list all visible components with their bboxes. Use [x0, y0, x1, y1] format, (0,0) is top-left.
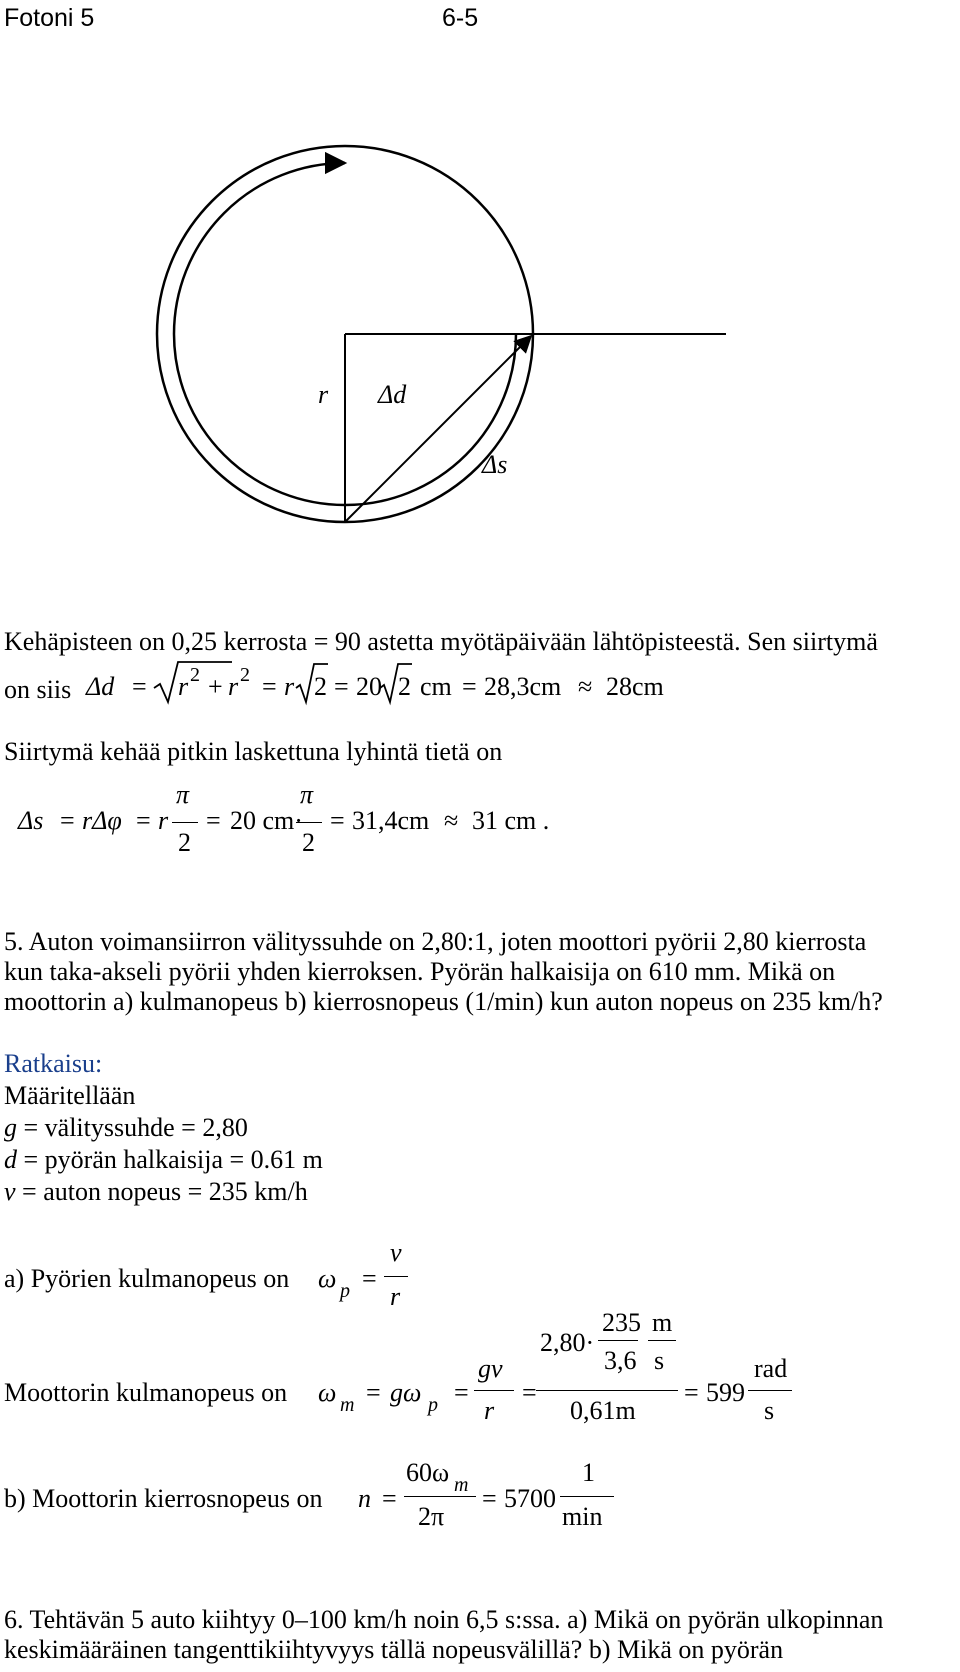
- eq1-eq3: =: [334, 672, 349, 701]
- label-delta-s: Δs: [482, 450, 508, 479]
- part-b-n: n: [358, 1484, 371, 1513]
- arrow-delta-d: [345, 336, 531, 522]
- motor-eq3: =: [522, 1378, 537, 1407]
- eq2-val2: 31 cm .: [472, 806, 550, 835]
- eq1-val1: 28,3cm: [484, 672, 562, 701]
- solution-heading: Ratkaisu:: [4, 1049, 103, 1078]
- eq1-eq1: =: [132, 672, 147, 701]
- motor-omega: ω: [318, 1378, 337, 1407]
- part-b-label: b) Moottorin kierrosnopeus on: [4, 1484, 323, 1513]
- part-b-fracbar2: [560, 1496, 614, 1497]
- motor-n36: 3,6: [604, 1346, 637, 1375]
- part-b-den: 2π: [418, 1502, 445, 1531]
- motor-sub-p: p: [428, 1394, 438, 1416]
- eq1-eq2: =: [262, 672, 277, 701]
- motor-s: s: [764, 1396, 775, 1425]
- part-b-eq2: =: [482, 1484, 497, 1513]
- part-a-omega: ω: [318, 1264, 337, 1293]
- eq2-r-delta-phi: rΔφ: [82, 806, 122, 835]
- header-right: 6-5: [442, 4, 479, 32]
- eq1-sq1: 2: [190, 664, 200, 686]
- d-symbol: d: [4, 1145, 17, 1174]
- part-a-eq: =: [362, 1264, 377, 1293]
- g-text: = välityssuhde = 2,80: [17, 1113, 248, 1142]
- eq2-fracbar2: [296, 822, 322, 823]
- g-symbol: g: [4, 1113, 17, 1142]
- part-b-min: min: [562, 1502, 603, 1531]
- problem5-line1: 5. Auton voimansiirron välityssuhde on 2,80:1, joten moottori pyörii 2,80 kierrosta: [4, 927, 867, 956]
- eq2-delta-s: Δs: [18, 806, 44, 835]
- eq1-r2: r: [228, 672, 239, 701]
- eq2-approx: ≈: [444, 806, 459, 835]
- eq2-fracbar1: [172, 822, 198, 823]
- eq2-two2: 2: [302, 828, 315, 857]
- para1-line1: Kehäpisteen on 0,25 kerrosta = 90 astetta myötäpäivään lähtöpisteestä. Sen siirtymä: [4, 627, 878, 656]
- motor-rad: rad: [754, 1354, 788, 1383]
- part-a-sub-p: p: [340, 1280, 350, 1302]
- part-a-label: a) Pyörien kulmanopeus on: [4, 1264, 290, 1293]
- eq2-pi2: π: [300, 780, 314, 809]
- solution-d-line: [4, 1142, 323, 1177]
- motor-fracbar1: [474, 1390, 514, 1391]
- para1-line2-prefix: on siis: [4, 675, 72, 704]
- motor-sub-m: m: [340, 1394, 355, 1416]
- problem5-line2: kun taka-akseli pyörii yhden kierroksen. Pyörän halkaisija on 610 mm. Mikä on: [4, 957, 836, 986]
- motor-s-unit: s: [654, 1346, 665, 1375]
- motor-fracbar-inner1: [598, 1340, 638, 1341]
- header-left: Fotoni 5: [4, 4, 95, 32]
- eq1-approx: ≈: [578, 672, 593, 701]
- motor-m-unit: m: [652, 1308, 673, 1337]
- eq2-eq1: =: [60, 806, 75, 835]
- motor-coef: 2,80·: [540, 1328, 595, 1357]
- v-text: = auton nopeus = 235 km/h: [15, 1177, 308, 1206]
- para1-line3: Siirtymä kehää pitkin laskettuna lyhintä tietä on: [4, 737, 503, 766]
- motor-eq1: =: [366, 1378, 381, 1407]
- eq2-r: r: [158, 806, 169, 835]
- eq1-r3: r: [284, 672, 295, 701]
- motor-fracbar2: [536, 1390, 678, 1391]
- problem6-line1: 6. Tehtävän 5 auto kiihtyy 0–100 km/h noin 6,5 s:ssa. a) Mikä on pyörän ulkopinnan: [4, 1605, 884, 1634]
- eq1-two1: 2: [314, 672, 327, 701]
- motor-den: 0,61m: [570, 1396, 636, 1425]
- eq1-cm: cm: [420, 672, 452, 701]
- eq2-eq3: =: [206, 806, 221, 835]
- eq1-delta-d: Δd: [86, 672, 115, 701]
- motor-fracbar3: [748, 1390, 792, 1391]
- eq1-r1: r: [178, 672, 189, 701]
- label-r: r: [318, 380, 329, 409]
- eq1-eq4: =: [462, 672, 477, 701]
- part-b-num60: 60ω: [406, 1458, 450, 1487]
- circle-diagram: [0, 0, 960, 600]
- eq2-eq2: =: [136, 806, 151, 835]
- problem6-line2: keskimääräinen tangenttikiihtyvyys tällä nopeusvälillä? b) Mikä on pyörän: [4, 1635, 784, 1664]
- eq1-val2: 28cm: [606, 672, 664, 701]
- part-b-eq1: =: [382, 1484, 397, 1513]
- motor-g-omega: gω: [390, 1378, 422, 1407]
- eq1-sq2: 2: [240, 664, 250, 686]
- solution-define: Määritellään: [4, 1081, 136, 1110]
- motor-eq4: =: [684, 1378, 699, 1407]
- motor-eq2: =: [454, 1378, 469, 1407]
- part-a-fracbar: [384, 1276, 408, 1277]
- part-a-den: r: [390, 1282, 401, 1311]
- motor-r: r: [484, 1396, 495, 1425]
- motor-label: Moottorin kulmanopeus on: [4, 1378, 288, 1407]
- eq2-twenty-cm: 20 cm·: [230, 806, 303, 835]
- part-b-sub-m: m: [454, 1474, 469, 1496]
- solution-g-line: [4, 1110, 248, 1145]
- solution-v-line: [4, 1174, 308, 1209]
- motor-result: 599: [706, 1378, 745, 1407]
- eq1-plus: +: [208, 672, 223, 701]
- part-b-fracbar1: [404, 1496, 476, 1497]
- part-b-one: 1: [582, 1458, 595, 1487]
- eq2-two1: 2: [178, 828, 191, 857]
- part-a-num: v: [390, 1238, 402, 1267]
- motor-n235: 235: [602, 1308, 641, 1337]
- label-delta-d: Δd: [378, 380, 407, 409]
- problem5-line3: moottorin a) kulmanopeus b) kierrosnopeus (1/min) kun auton nopeus on 235 km/h?: [4, 987, 883, 1016]
- eq1-twenty: 20: [356, 672, 382, 701]
- v-symbol: v: [4, 1177, 16, 1206]
- eq2-pi1: π: [176, 780, 190, 809]
- circle-figure: [0, 0, 960, 600]
- motor-fracbar-inner2: [648, 1340, 676, 1341]
- part-b-result: 5700: [504, 1484, 556, 1513]
- eq2-eq4: =: [330, 806, 345, 835]
- motor-gv: gv: [478, 1354, 503, 1383]
- eq2-val1: 31,4cm: [352, 806, 430, 835]
- eq1-two2: 2: [398, 672, 411, 701]
- d-text: = pyörän halkaisija = 0.61 m: [17, 1145, 323, 1174]
